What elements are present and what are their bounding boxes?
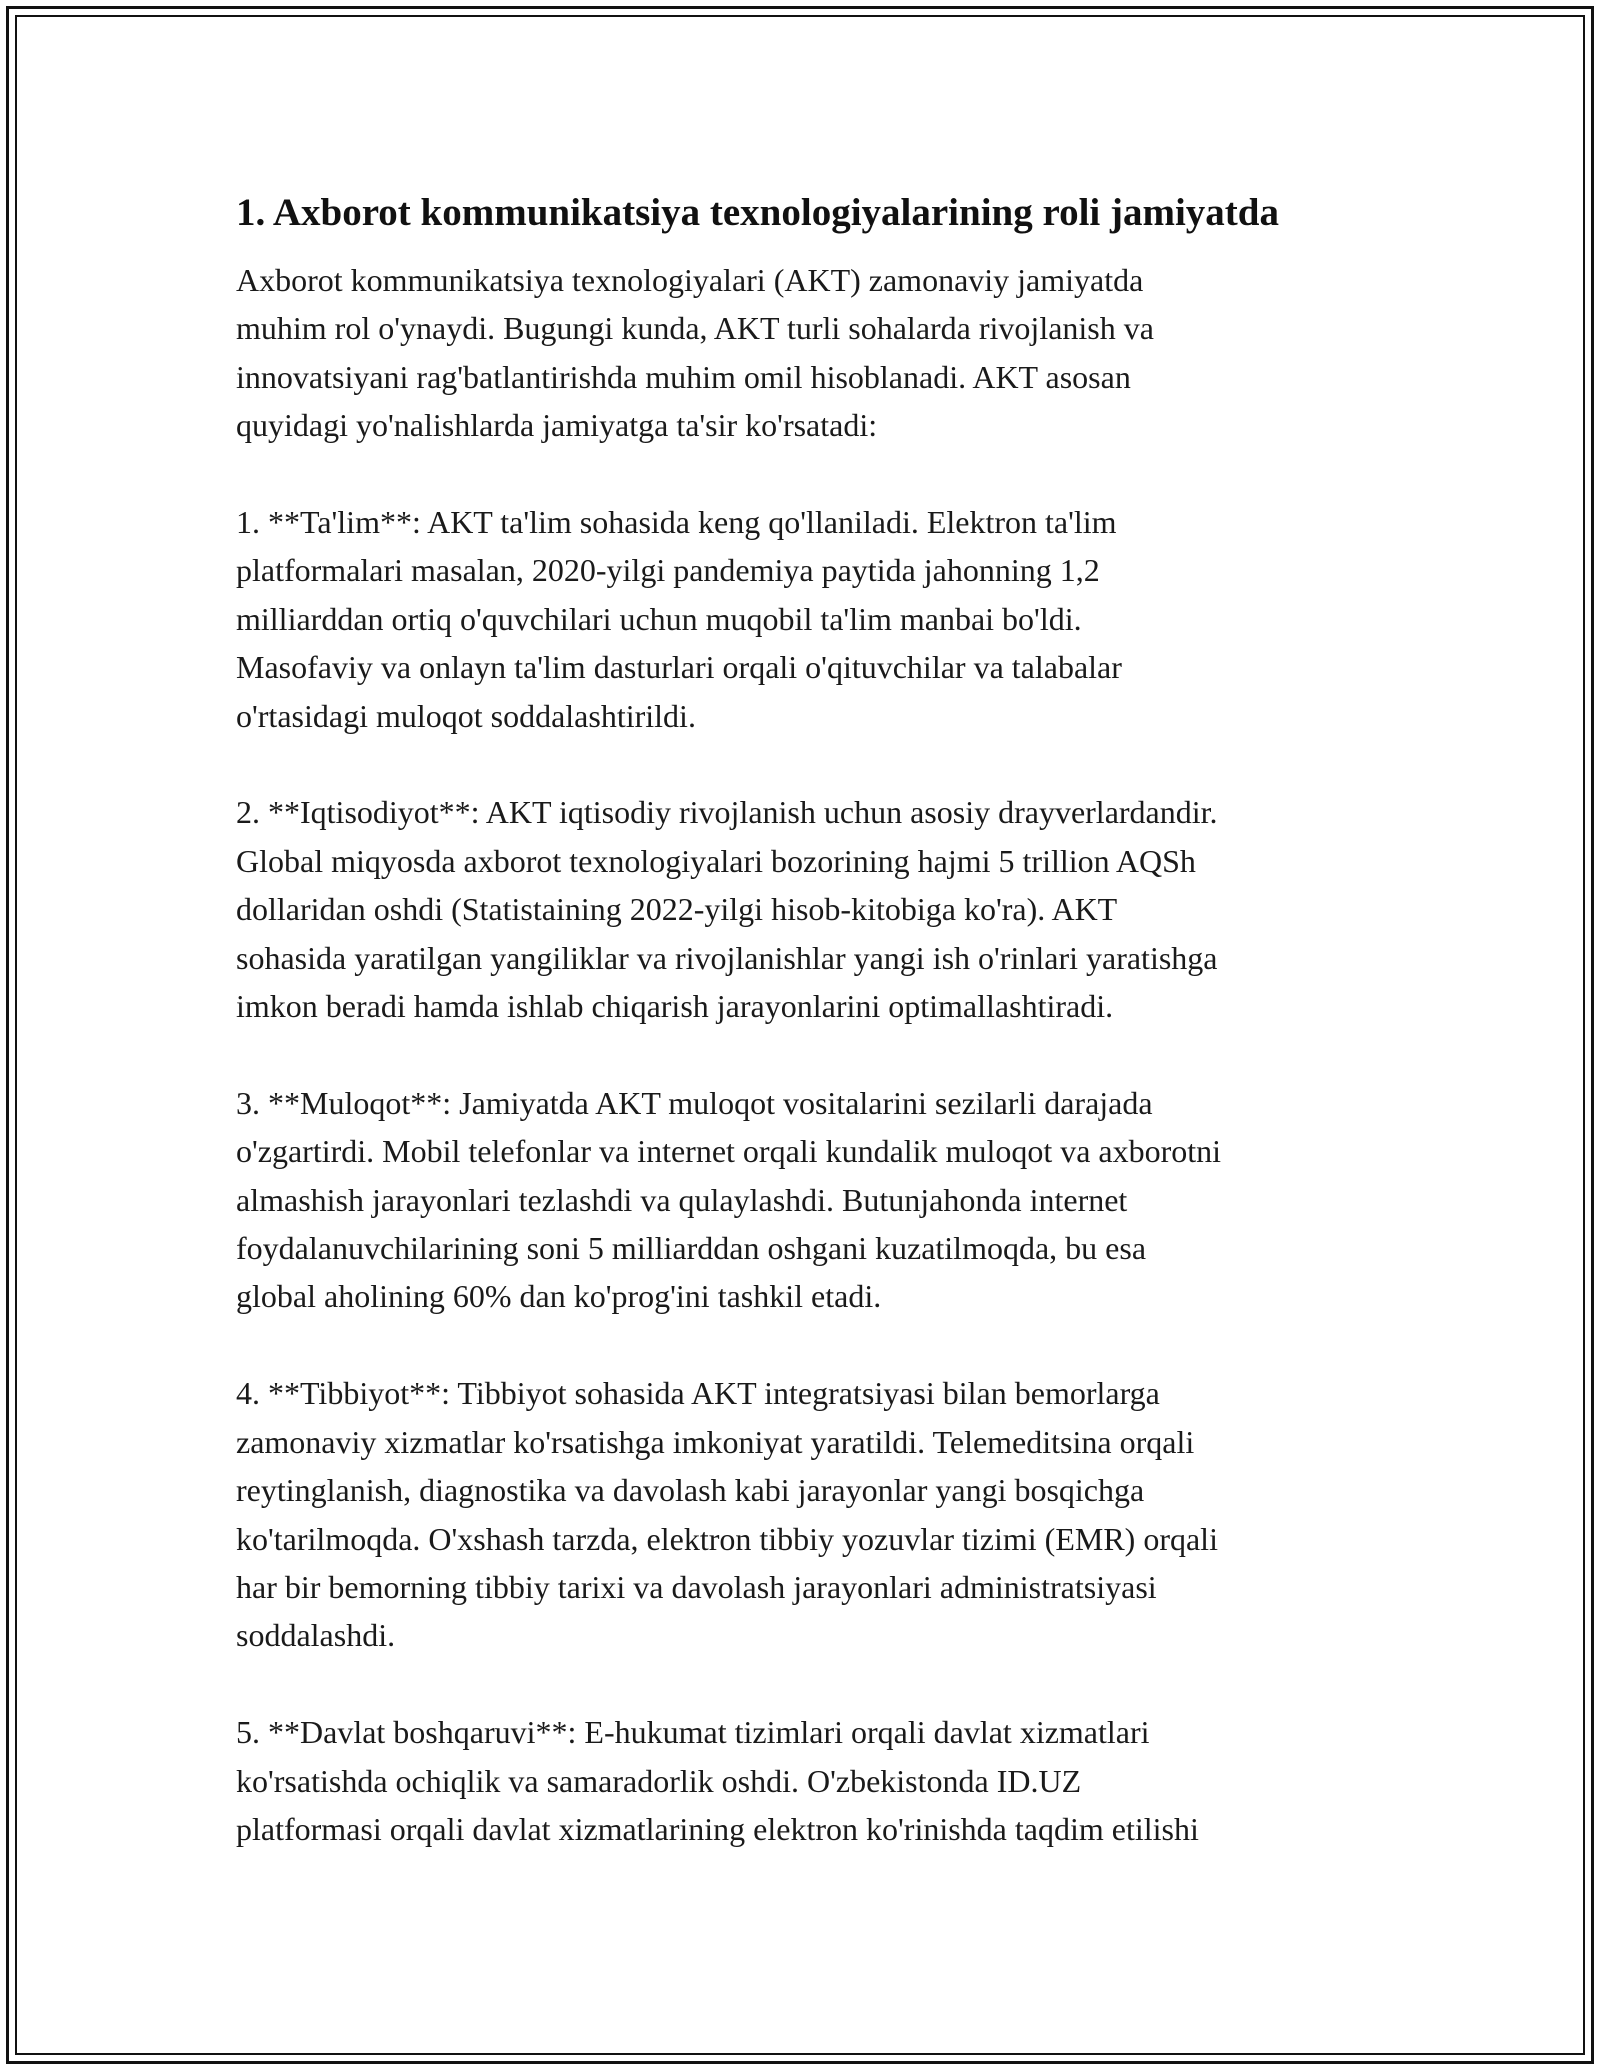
list-item-davlat-boshqaruvi: 5. **Davlat boshqaruvi**: E-hukumat tizimlari orqali davlat xizmatlari ko'rsatishda ochiqlik va samaradorlik oshdi. O'zbekistonda ID.UZ platformasi orqali davlat xizmatlarining elektron ko'rinishda taqdim etilishi [236,1714,1199,1847]
document-title: 1. Axborot kommunikatsiya texnologiyalarining roli jamiyatda [236,191,1279,234]
paragraph-gap [236,740,1376,788]
intro-paragraph: Axborot kommunikatsiya texnologiyalari (AKT) zamonaviy jamiyatda muhim rol o'ynaydi. Bugungi kunda, AKT turli sohalarda rivojlanish va innovatsiyani rag'batlantirishda muhim omil hisoblanadi. AKT asosan quyidagi yo'nalishlarda jamiyatga ta'sir ko'rsatadi: [236,262,1154,444]
list-item-talim: 1. **Ta'lim**: AKT ta'lim sohasida keng qo'llaniladi. Elektron ta'lim platformalari masalan, 2020-yilgi pandemiya paytida jahonning 1,2 milliarddan ortiq o'quvchilari uchun muqobil ta'lim manbai bo'ldi. Masofaviy va onlayn ta'lim dasturlari orqali o'qituvchilar va talabalar o'rtasidagi muloqot soddalashtirildi. [236,504,1122,734]
paragraph-gap [236,1030,1376,1078]
list-item-iqtisodiyot: 2. **Iqtisodiyot**: AKT iqtisodiy rivojlanish uchun asosiy drayverlardandir. Global miqyosda axborot texnologiyalari bozorining hajmi 5 trillion AQSh dollaridan oshdi (Statistaining 2022-yilgi hisob-kitobiga ko'ra). AKT sohasida yaratilgan yangiliklar va rivojlanishlar yangi ish o'rinlari yaratishga imkon beradi hamda ishlab chiqarish jarayonlarini optimallashtiradi. [236,794,1218,1025]
paragraph-gap [236,450,1376,498]
document-body [236,184,1376,1853]
list-item-tibbiyot: 4. **Tibbiyot**: Tibbiyot sohasida AKT integratsiyasi bilan bemorlarga zamonaviy xizmatlar ko'rsatishga imkoniyat yaratildi. Telemeditsina orqali reytinglanish, diagnostika va davolash kabi jarayonlar yangi bosqichga ko'tarilmoqda. O'xshash tarzda, elektron tibbiy yozuvlar tizimi (EMR) orqali har bir bemorning tibbiy tarixi va davolash jarayonlari administratsiyasi soddalashdi. [236,1375,1218,1654]
paragraph-gap [236,1660,1376,1708]
paragraph-gap [236,1321,1376,1369]
list-item-muloqot: 3. **Muloqot**: Jamiyatda AKT muloqot vositalarini sezilarli darajada o'zgartirdi. Mobil telefonlar va internet orqali kundalik muloqot va axborotni almashish jarayonlari tezlashdi va qulaylashdi. Butunjahonda internet foydalanuvchilarining soni 5 milliarddan oshgani kuzatilmoqda, bu esa global aholining 60% dan ko'prog'ini tashkil etadi. [236,1084,1222,1315]
